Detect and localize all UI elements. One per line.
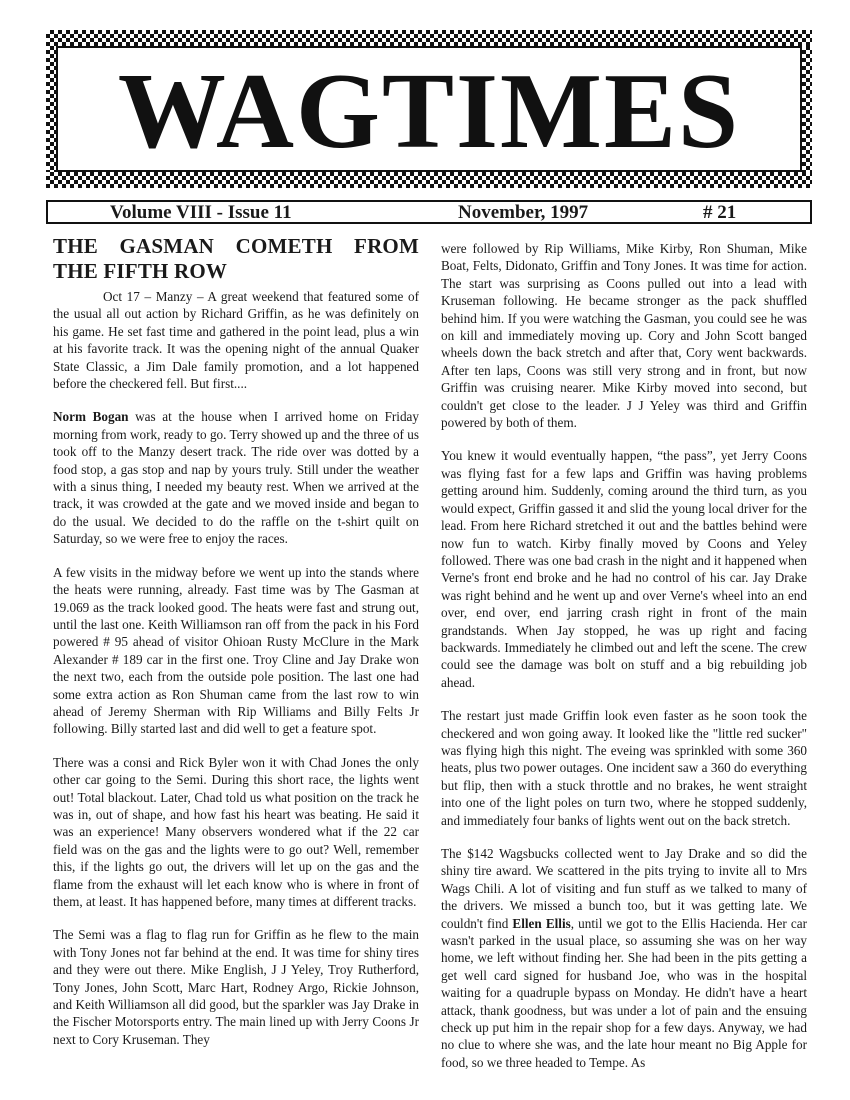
paragraph-9 [441,845,807,1071]
newsletter-title: WAGTIMES [117,52,741,171]
issue-date: November, 1997 [458,202,589,223]
left-column [53,234,419,1064]
paragraph-2 [53,408,419,547]
paragraph-9-text-a: The $142 Wagsbucks collected went to Jay Drake and so did the shiny tire award. We scattered in the pits trying to invite all to Mrs Wags Chili. A lot of visiting and fun stuff as we talked to many of the drivers. We missed a bunch too, but it was getting late. We couldn't find [441,846,807,931]
checkered-border-left [46,46,56,172]
checkered-border-top [46,30,812,46]
paragraph-7: You knew it would eventually happen, “the pass”, yet Jerry Coons was flying fast for a few laps and Griffin was having problems getting around him. Suddenly, coming around the third turn, as you would expect, Griffin gassed it and slid the young local driver for the lead. From here Richard stretched it out and the battles behind were now fun to watch. Kirby finally moved by Coons and Yeley followed. There was one bad crash in the night and it happened when Verne's front end broke and he had no control of his car. Jay Drake was right behind and he went up and over Verne's wheel into an end over, end over, end jarring crash right in front of the main grandstands. When Jay stopped, he was up right and facing backwards. Immediately he climbed out and left the scene. The crew could see the damage was bolt on stuff and a big rebuilding job ahead. [441,448,807,690]
person-name: Norm Bogan [53,409,129,425]
paragraph-2-text: was at the house when I arrived home on Friday morning from work, ready to go. Terry showed up and the three of us took off to the Manzy desert track. The ride over was dotted by a food stop, a gas stop and nap by yours truly. Still under the weather with a sinus thing, I needed my beauty rest. When we arrived at the track, it was crowded at the gate and we moved inside and began to do the usual. We decided to do the raffle on the t-shirt quilt on Saturday, so we were free to enjoy the races. [53,409,419,547]
volume-issue: Volume VIII - Issue 11 [110,202,292,223]
masthead [46,30,812,188]
issue-number: # 21 [703,202,737,223]
paragraph-1: Oct 17 – Manzy – A great weekend that featured some of the usual all out action by Richard Griffin, as he was definitely on his game. He set fast time and gathered in the point lead, plus a win at his favorite track. It was the opening night of the annual Quaker State Classic, a Jim Dale family promotion, and a lot happened before the checkered fell. But first.... [53,289,419,392]
article-headline: THE GASMAN COMETH FROM THE FIFTH ROW [53,234,419,283]
paragraph-8: The restart just made Griffin look even faster as he soon took the checkered and won going away. It looked like the "little red sucker" was flying high this night. The eveing was sprinkled with some 360 heats, plus two power outages. One incident saw a 360 do everything but flip, then with a stuck throttle and no brakes, he went straight into one of the light poles on turn two, where he stopped suddenly, and immediately four banks of lights went out on the back stretch. [441,708,807,828]
paragraph-6: were followed by Rip Williams, Mike Kirby, Ron Shuman, Mike Boat, Felts, Didonato, Griffin and Tony Jones. It was time for action. The start was surprising as Coons pulled out into a lead with Kruseman following. He became stronger as the pack shuffled behind him. If you were watching the Gasman, you could see he was on kill and immediately moving up. Cory and John Scott banged wheels down the back stretch and after that, Cory went backwards. After ten laps, Coons was still very strong and in front, but now Griffin was cruising nearer. Mike Kirby moved into second, but couldn't get close to the leader. J J Yeley was third and Griffin powered by both of them. [441,241,807,431]
right-column [441,240,807,1087]
paragraph-3: A few visits in the midway before we went up into the stands where the heats were running, already. Fast time was by The Gasman at 19.069 as the track looked good. The heats were fast and strung out, until the last one. Keith Williamson ran off from the pack in his Ford powered # 95 ahead of visitor Ohioan Rusty McClure in the Mark Alexander # 189 car in the first one. Troy Cline and Jay Drake won the next two, each from the outside pole position. The last one had some extra action as Ron Shuman came from the last row to win ahead of Jeremy Sherman with Rip Williams and Billy Felts Jr following. Billy started last and did well to get a feature spot. [53,564,419,737]
person-name: Ellen Ellis [512,915,571,931]
paragraph-9-text-b: , until we got to the Ellis Hacienda. Her car wasn't parked in the usual place, so assuming she was on her way home, we left without finding her. She had been in the pits getting a get well card signed for husband Joe, who was in the hospital waiting for a quadruple bypass on Monday. He didn't have a heart attack, thank goodness, but was under a lot of pain and the ensuing check up put him in the repair shop for a few days. Anyway, we had no clue to where she was, and the late hour meant no Big Apple for food, so we three headed to Tempe. As [441,915,807,1070]
checkered-border-right [802,46,812,172]
issue-info-bar [46,200,812,224]
paragraph-5: The Semi was a flag to flag run for Griffin as he flew to the main with Tony Jones not far behind at the end. It was time for shiny tires and they were out there. Mike English, J J Yeley, Troy Rutherford, Tony Jones, John Scott, Marc Hart, Rodney Argo, Rickie Johnson, and Keith Williamson all did good, but the sparkler was Jay Drake in the Fischer Motorsports entry. The main lined up with Jerry Coons Jr next to Cory Kruseman. They [53,927,419,1047]
checkered-border-bottom [46,172,812,188]
masthead-panel [56,46,802,172]
paragraph-4: There was a consi and Rick Byler won it with Chad Jones the only other car going to the Semi. During this short race, the lights went out! Total blackout. Later, Chad told us what position on the track he was in, out of shape, and how fast his heart was beating. He said it was an experience! Many observers wondered what if the 22 car field was on the gas and the lights were to go out? Well, remember this, if the lights go out, the drivers will let up on the gas and the flame from the exhaust will let each know who is where in front of them, at least. It has happened before, many times at different tracks. [53,754,419,909]
